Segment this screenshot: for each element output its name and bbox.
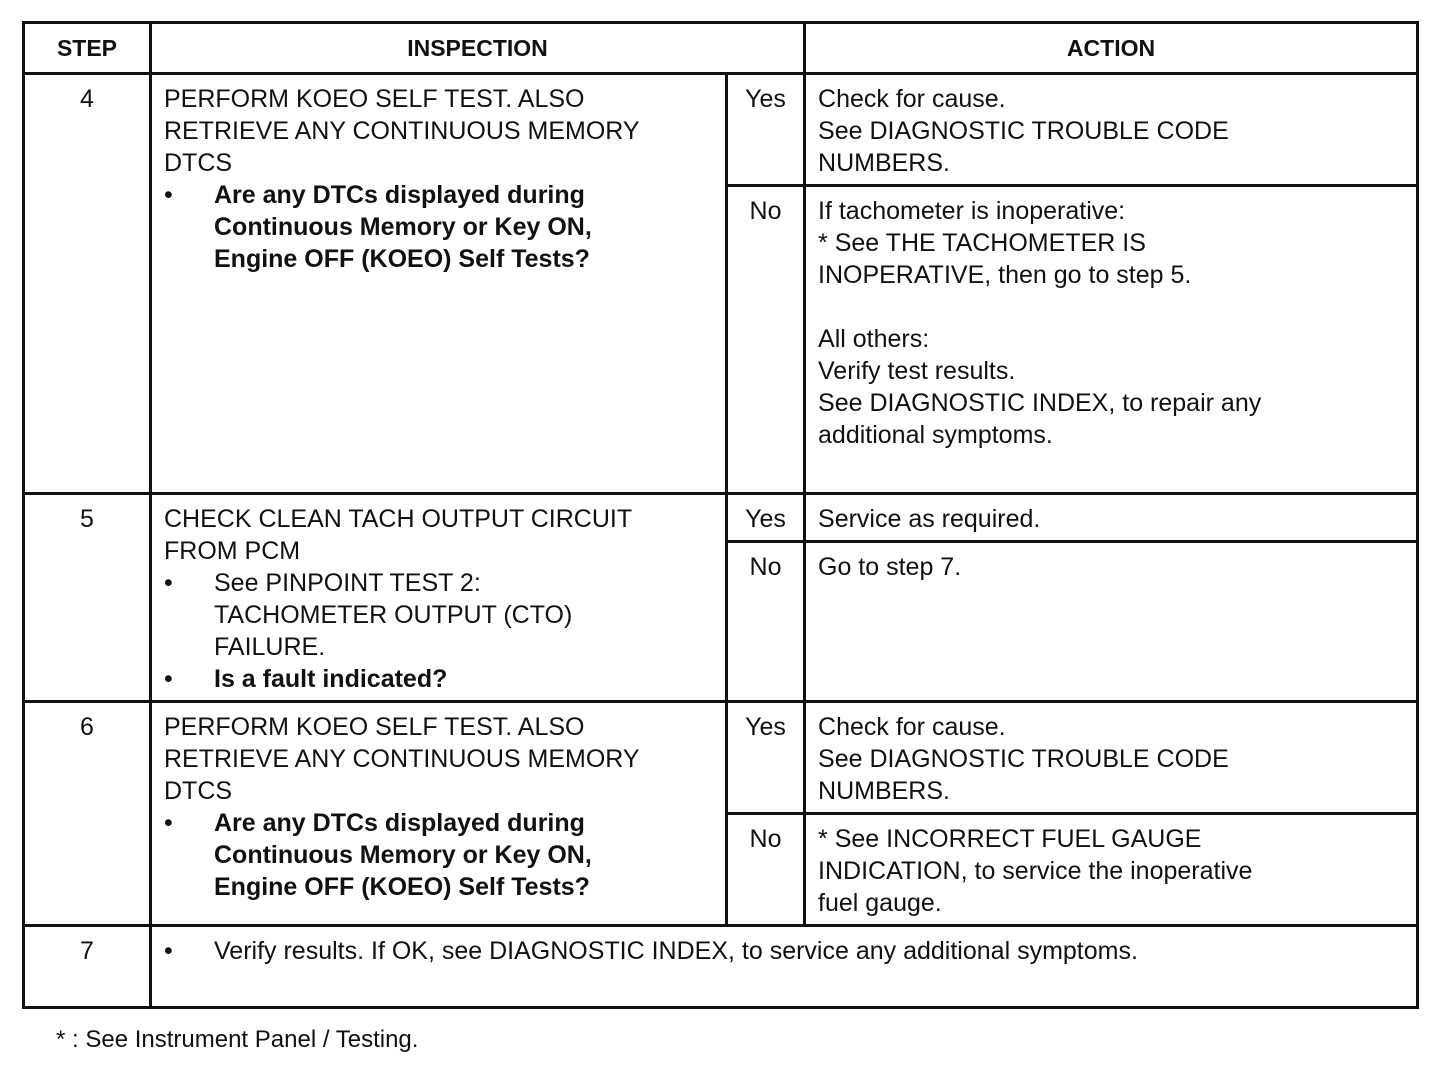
action-line: INOPERATIVE, then go to step 5. [818,261,1192,289]
question-line: Are any DTCs displayed during [214,181,585,209]
step-4-no-label: No [727,186,805,494]
see-line: FAILURE. [214,633,326,661]
step-4-no-action [805,186,1418,494]
inspection-line: RETRIEVE ANY CONTINUOUS MEMORY [164,117,640,145]
action-line: Check for cause. [818,713,1006,741]
step-6-no-label: No [727,814,805,926]
header-action: ACTION [805,23,1418,74]
question-line: Continuous Memory or Key ON, [214,213,592,241]
action-line: * See THE TACHOMETER IS [818,229,1146,257]
action-line: Verify test results. [818,357,1016,385]
action-line: See DIAGNOSTIC TROUBLE CODE [818,745,1229,773]
action-line: NUMBERS. [818,777,950,805]
question-line: Continuous Memory or Key ON, [214,841,592,869]
table-header-row [24,23,1418,74]
header-step: STEP [24,23,151,74]
spacer [818,291,1404,323]
footnote: * : See Instrument Panel / Testing. [56,1026,419,1053]
verify-bullet [164,935,1404,967]
header-inspection: INSPECTION [151,23,805,74]
step-5-no-label: No [727,542,805,702]
bullet-dot: • [164,937,173,965]
action-line: Service as required. [818,505,1041,533]
question-line: Engine OFF (KOEO) Self Tests? [214,245,590,273]
inspection-line: DTCS [164,149,233,177]
step-4-yes-label: Yes [727,74,805,186]
step-7-row [24,926,1418,1008]
action-line: fuel gauge. [818,889,942,917]
step-4-number: 4 [24,74,151,494]
action-line: Go to step 7. [818,553,962,581]
step-5-yes-label: Yes [727,494,805,542]
action-line: All others: [818,325,930,353]
step-7-inspection [151,926,1418,1008]
question-line: Is a fault indicated? [214,665,448,693]
bullet-dot: • [164,665,173,693]
action-line: See DIAGNOSTIC INDEX, to repair any [818,389,1262,417]
step-6-number: 6 [24,702,151,926]
question-bullet [164,179,713,275]
step-6-inspection [151,702,727,926]
see-bullet [164,567,713,663]
inspection-line: RETRIEVE ANY CONTINUOUS MEMORY [164,745,640,773]
step-6-no-action [805,814,1418,926]
step-6-yes-row [24,702,1418,814]
step-5-yes-action [805,494,1418,542]
question-line: Engine OFF (KOEO) Self Tests? [214,873,590,901]
bullet-dot: • [164,181,173,209]
step-5-yes-row [24,494,1418,542]
step-5-no-action [805,542,1418,702]
see-line: TACHOMETER OUTPUT (CTO) [214,601,573,629]
see-line: See PINPOINT TEST 2: [214,569,481,597]
inspection-line: FROM PCM [164,537,301,565]
inspection-line: PERFORM KOEO SELF TEST. ALSO [164,85,585,113]
action-line: NUMBERS. [818,149,950,177]
step-5-inspection [151,494,727,702]
inspection-line: CHECK CLEAN TACH OUTPUT CIRCUIT [164,505,633,533]
action-line: See DIAGNOSTIC TROUBLE CODE [818,117,1229,145]
question-line: Are any DTCs displayed during [214,809,585,837]
verify-text: Verify results. If OK, see DIAGNOSTIC INDEX, to service any additional symptoms. [214,937,1138,965]
bullet-dot: • [164,569,173,597]
step-6-yes-label: Yes [727,702,805,814]
step-4-yes-row [24,74,1418,186]
step-5-number: 5 [24,494,151,702]
step-4-yes-action [805,74,1418,186]
action-line: * See INCORRECT FUEL GAUGE [818,825,1202,853]
action-line: additional symptoms. [818,421,1053,449]
question-bullet [164,663,713,695]
question-bullet [164,807,713,903]
inspection-line: PERFORM KOEO SELF TEST. ALSO [164,713,585,741]
action-line: INDICATION, to service the inoperative [818,857,1253,885]
diagnostic-table [22,21,1419,1009]
step-6-yes-action [805,702,1418,814]
step-4-inspection [151,74,727,494]
bullet-dot: • [164,809,173,837]
step-7-number: 7 [24,926,151,1008]
action-line: Check for cause. [818,85,1006,113]
inspection-line: DTCS [164,777,233,805]
action-line: If tachometer is inoperative: [818,197,1126,225]
